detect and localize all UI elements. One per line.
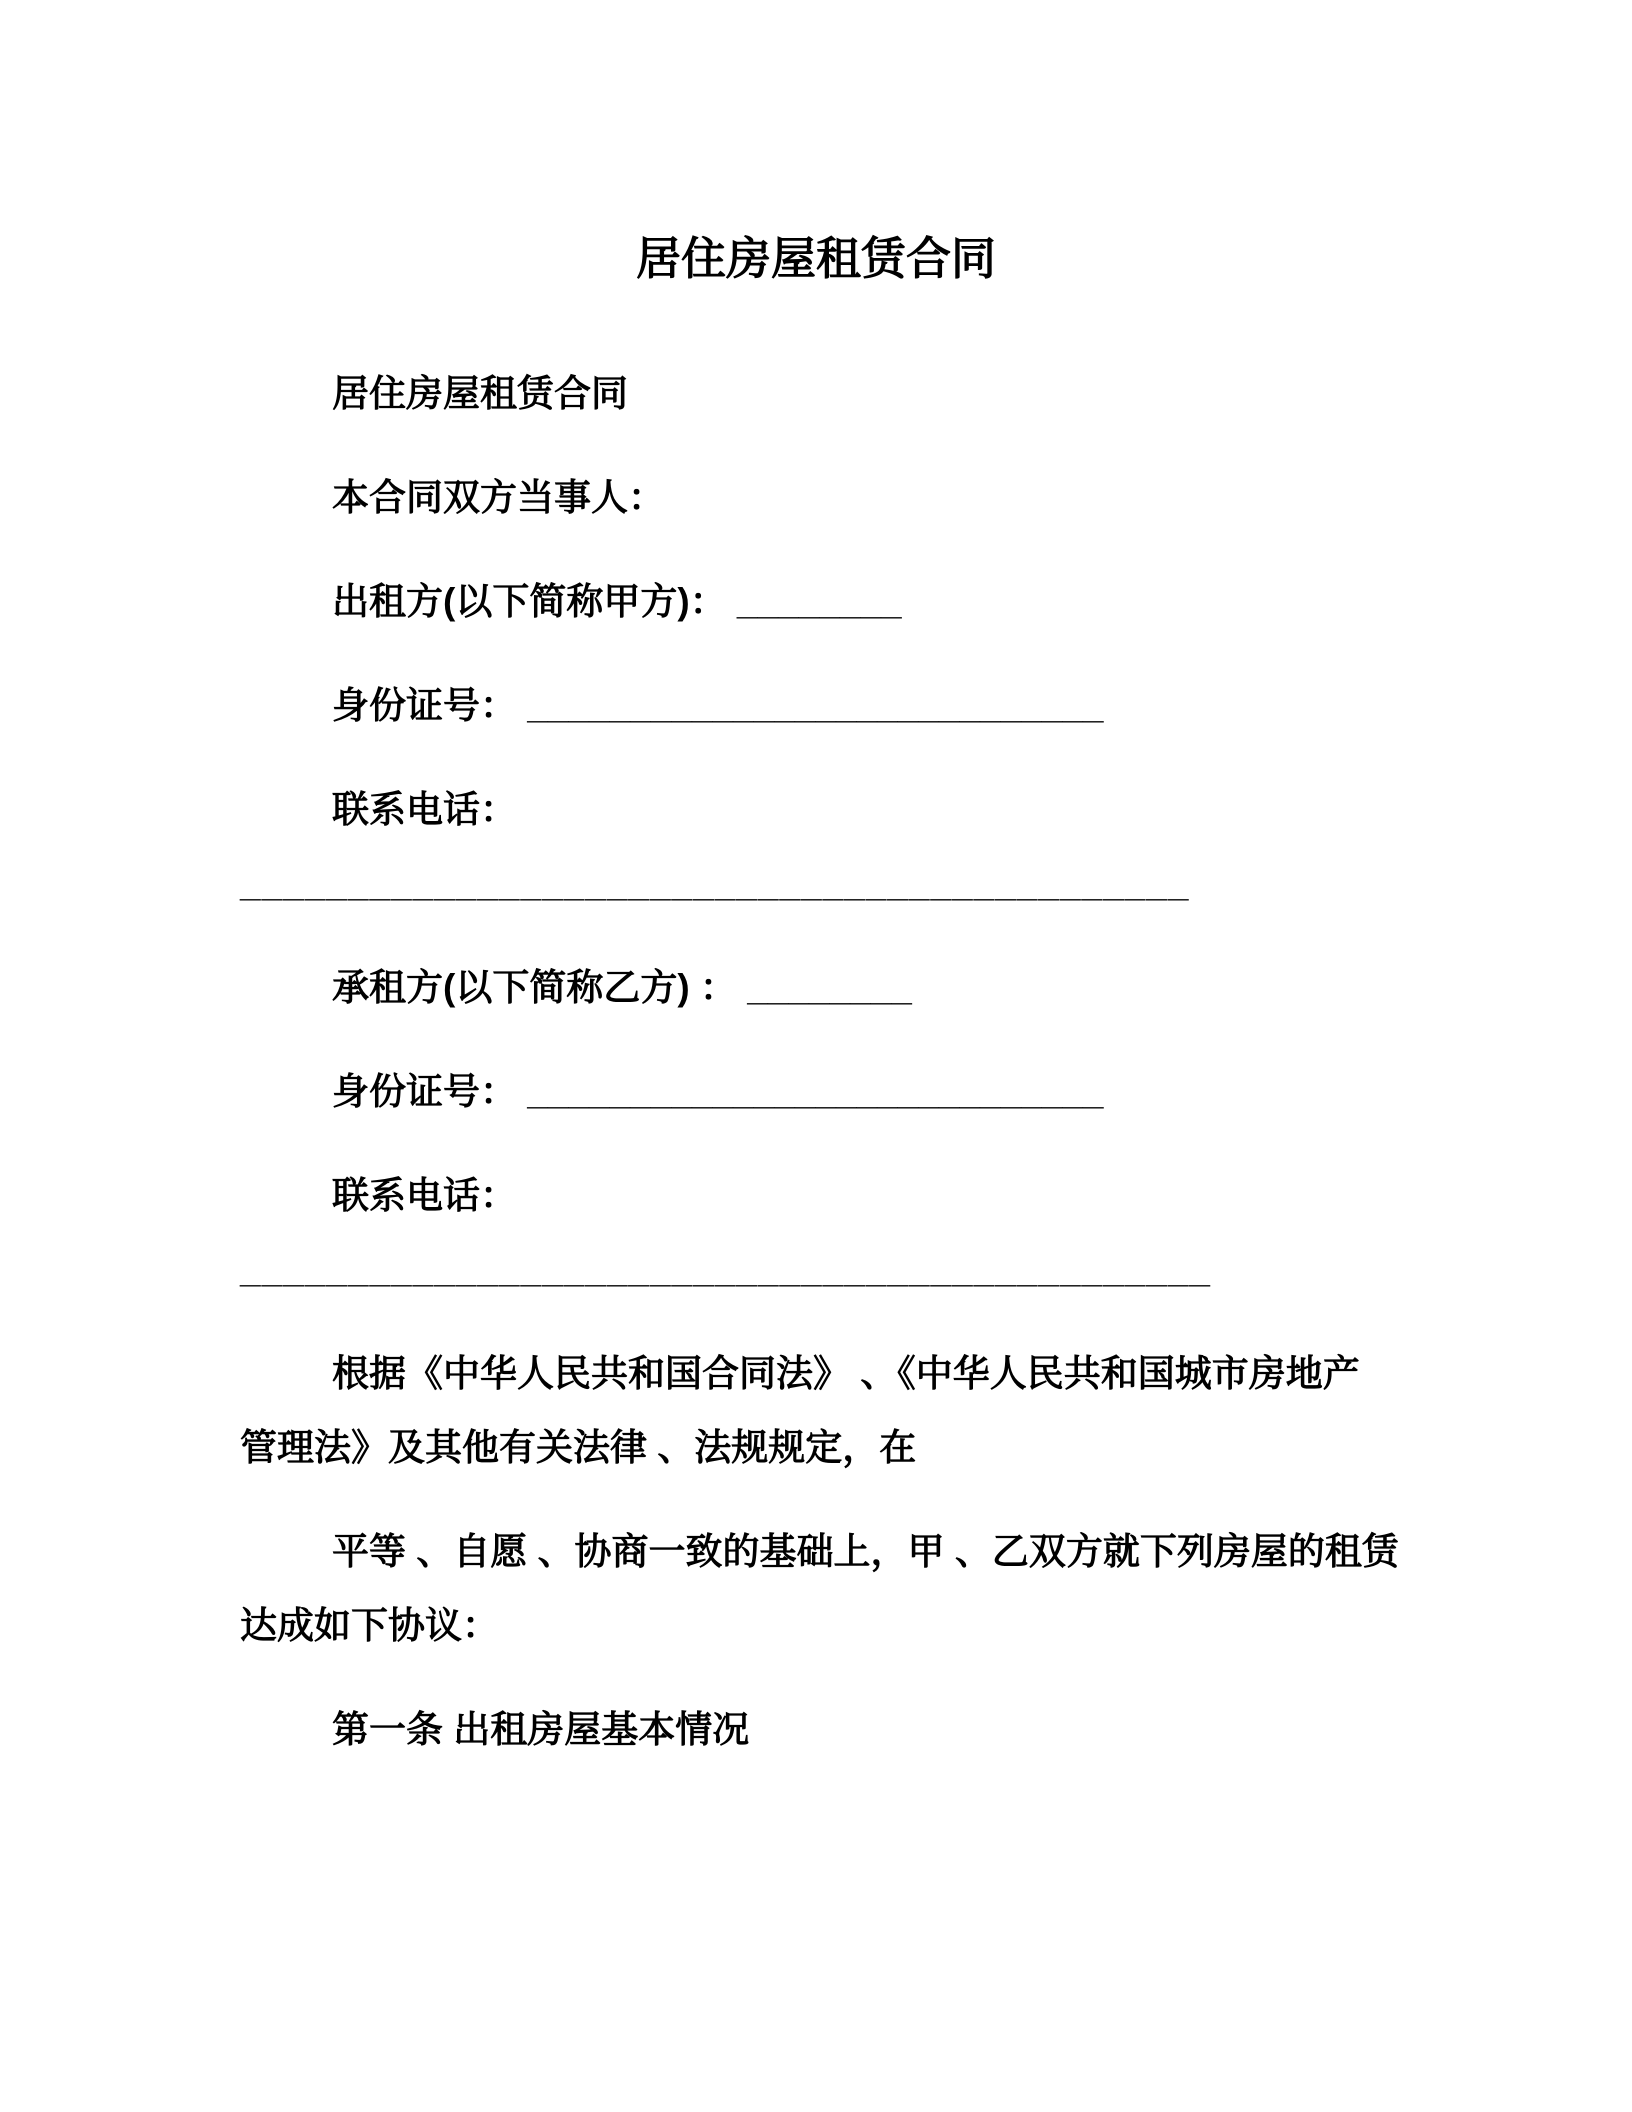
document-line: 本合同双方当事人： xyxy=(332,477,665,518)
document-line: 管理法》及其他有关法律 、法规规定，在 xyxy=(240,1427,917,1468)
fill-in-blank-line: _____________________________________________ xyxy=(240,1249,1211,1290)
document-line: 第一条 出租房屋基本情况 xyxy=(332,1709,750,1750)
document-body xyxy=(240,357,1399,1767)
document-line: 联系电话： xyxy=(332,789,517,830)
document-line: 出租方(以下简称甲方)： ________ xyxy=(332,581,902,622)
document-title: 居住房屋租赁合同 xyxy=(635,233,996,284)
document-line: 联系电话： xyxy=(332,1175,517,1216)
document-line: 根据《中华人民共和国合同法》 、《中华人民共和国城市房地产 xyxy=(332,1353,1360,1394)
document-line: 承租方(以下简称乙方) ： ________ xyxy=(332,967,912,1008)
document-line: 居住房屋租赁合同 xyxy=(332,373,628,414)
document-line: 身份证号： ____________________________ xyxy=(332,1071,1104,1112)
document-line: 达成如下协议： xyxy=(240,1605,499,1646)
document-line: 身份证号： ____________________________ xyxy=(332,685,1104,726)
fill-in-blank-line: ____________________________________________ xyxy=(240,863,1190,904)
document-line: 平等 、自愿 、协商一致的基础上，甲 、乙双方就下列房屋的租赁 xyxy=(332,1531,1399,1572)
